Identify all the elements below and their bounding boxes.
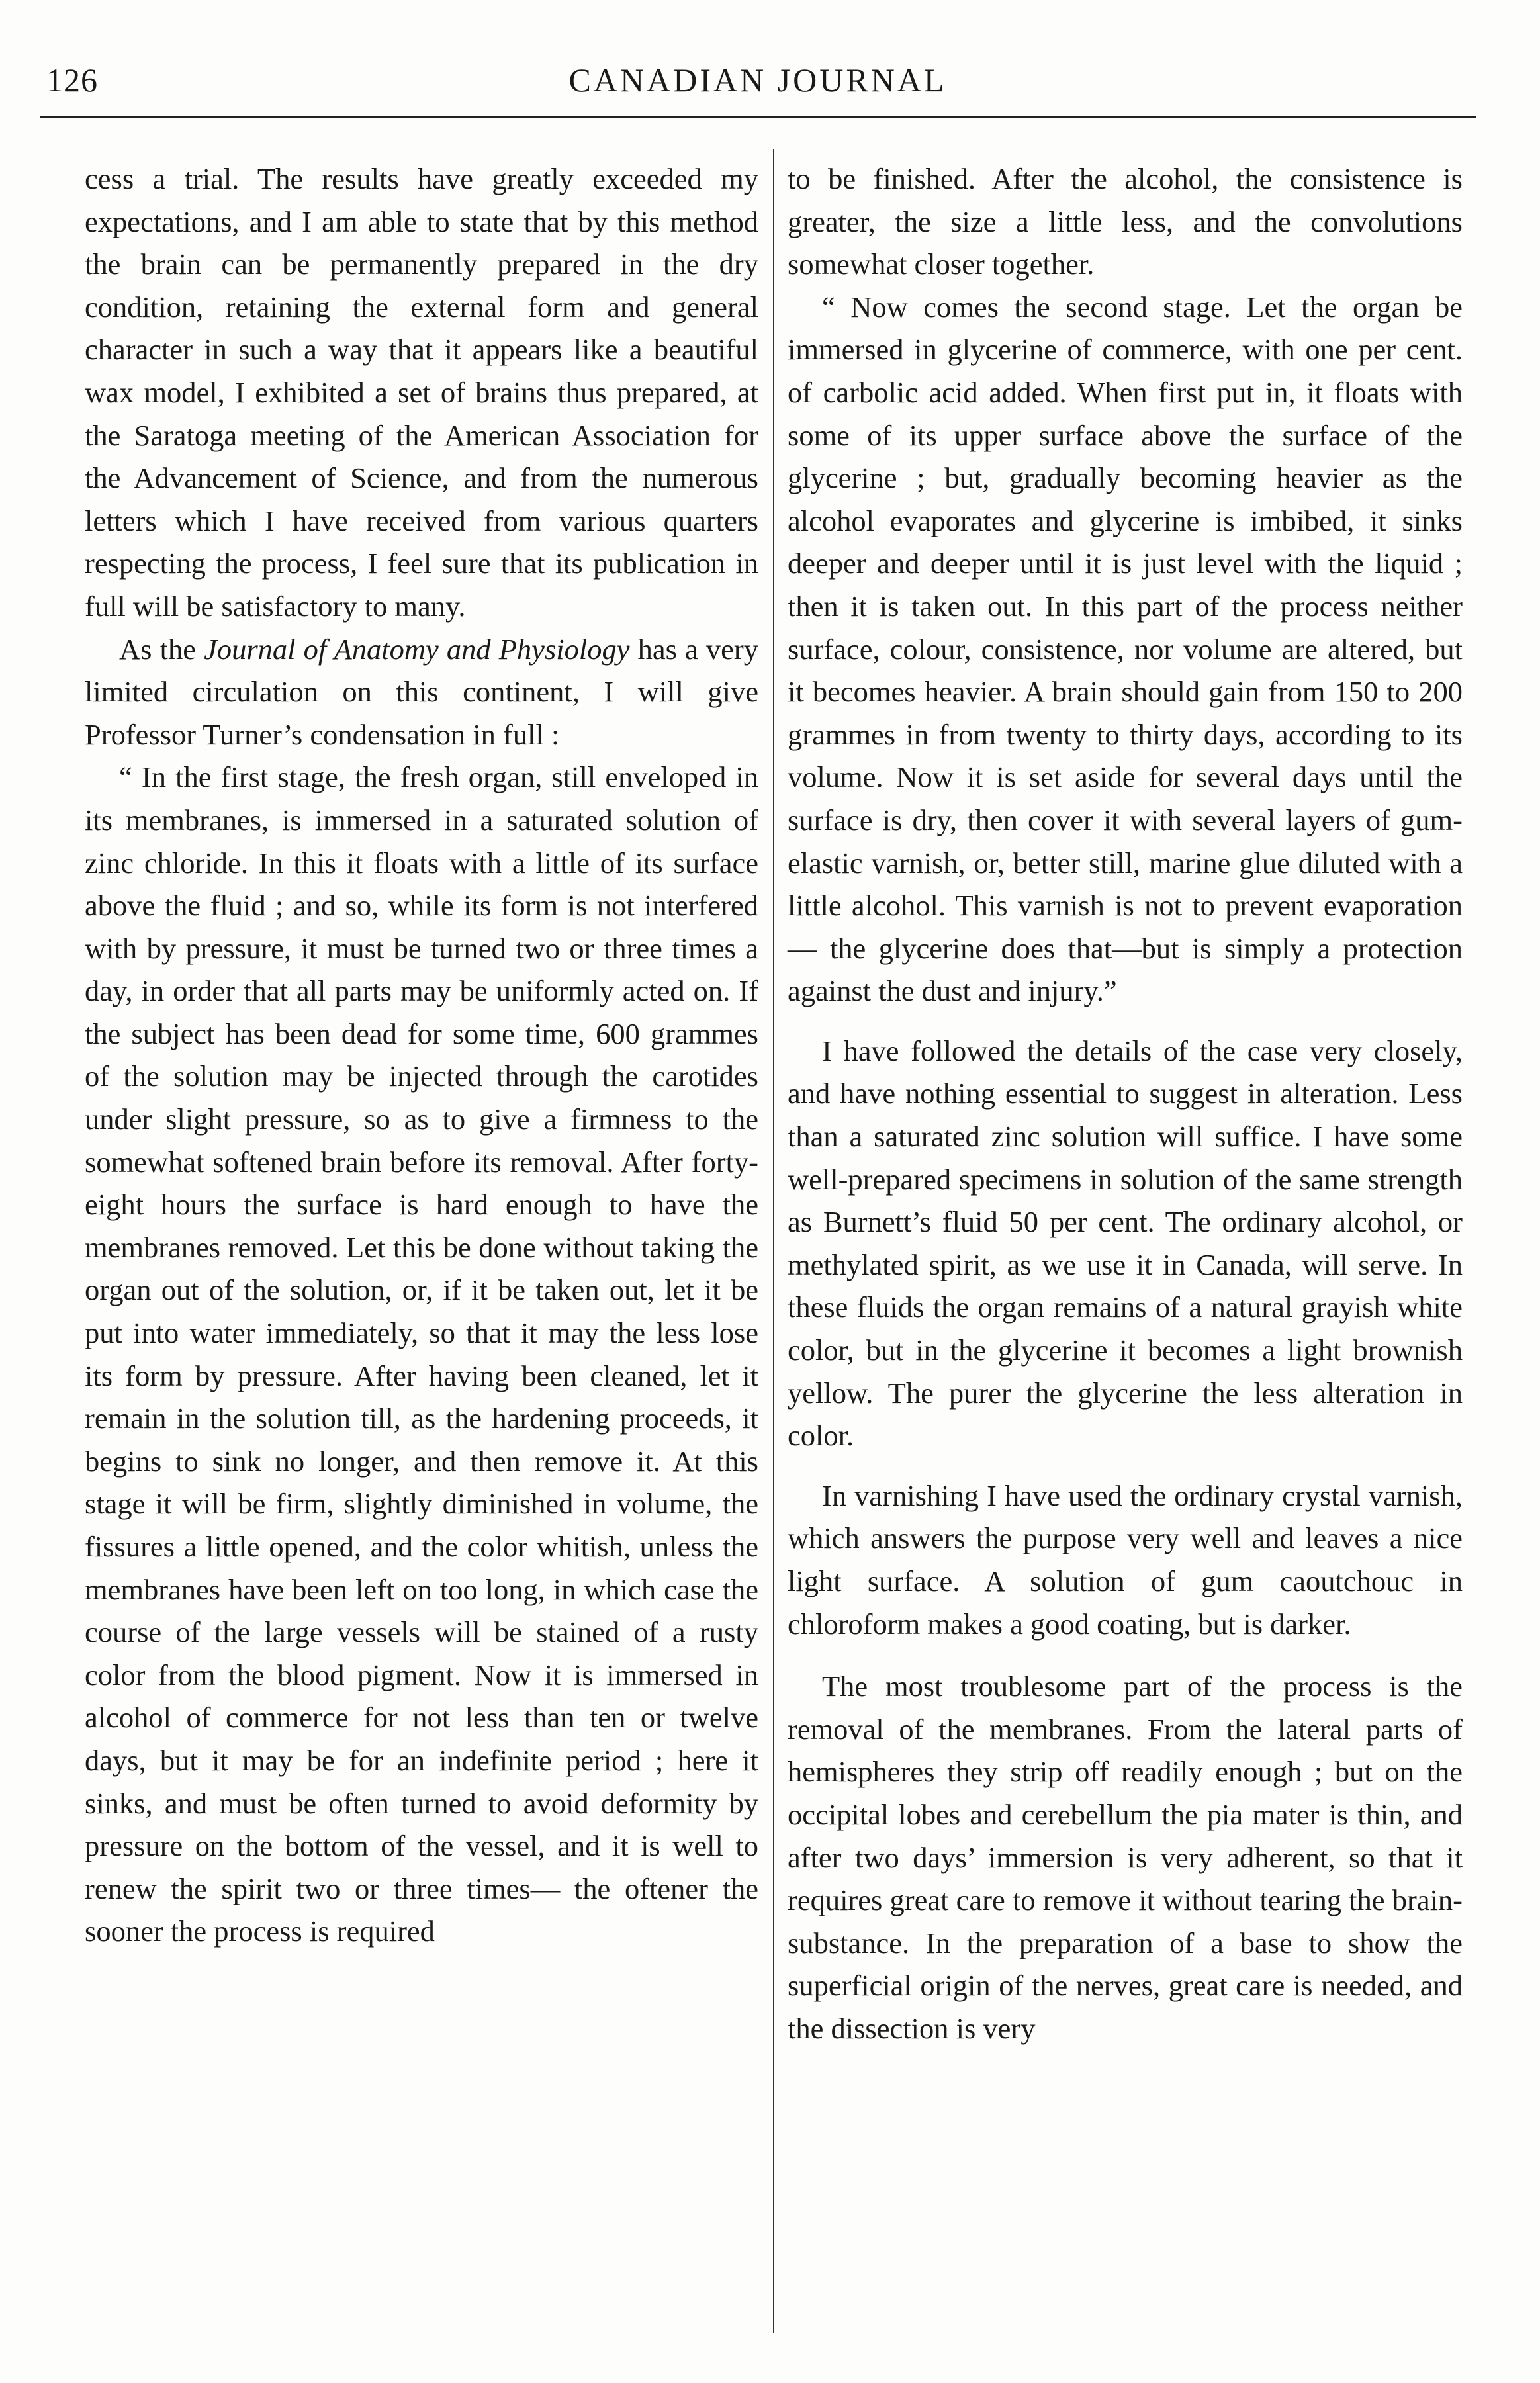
page-number: 126 (46, 62, 98, 99)
journal-title-italic: Journal of Anatomy and Physiology (204, 632, 630, 666)
right-column (788, 157, 1463, 2355)
running-title: CANADIAN JOURNAL (568, 62, 947, 99)
right-paragraph-3: I have followed the details of the case very closely, and have nothing essential to suggest in alteration. Less than a saturated zinc solution will suffice. I have some well-prepared specimens in solution of the same strength as Burnett’s fluid 50 per cent. The ordinary alcohol, or methylated spirit, as we use it in Canada, will serve. In these fluids the organ remains of a natural grayish white color, but in the glycerine it becomes a light brownish yellow. The purer the glycerine the less alteration in color. (788, 1034, 1463, 1453)
right-paragraph-1: to be finished. After the alcohol, the consistence is greater, the size a little less, and the convolutions somewhat closer together. (788, 162, 1463, 281)
right-paragraph-5: The most troublesome part of the process is the removal of the membranes. From the lateral parts of hemispheres they strip off readily enough ; but on the occipital lobes and cerebellum the pia mater is thin, and after two days’ immersion is very adherent, so that it requires great care to remove it without tearing the brain-substance. In the preparation of a base to show the superficial origin of the nerves, great care is needed, and the dissection is very (788, 1670, 1463, 2045)
page-header (46, 61, 1469, 107)
right-paragraph-4: In varnishing I have used the ordinary crystal varnish, which answers the purpose very well and leaves a nice light surface. A solution of gum caoutchouc in chloroform makes a good coating, but is darker. (788, 1478, 1463, 1641)
left-paragraph-1: cess a trial. The results have greatly exceeded my expectations, and I am able to state that by this method the brain can be permanently prepared in the dry condition, retaining the external form and general character in such a way that it appears like a beautiful wax model, I exhibited a set of brains thus prepared, at the Saratoga meeting of the American Association for the Advancement of Science, and from the numerous letters which I have received from various quarters respecting the process, I feel sure that its publication in full will be satisfactory to many. (85, 162, 758, 623)
column-divider (773, 149, 774, 2333)
left-paragraph-3: “ In the first stage, the fresh organ, still enveloped in its membranes, is immersed in a saturated solution of zinc chloride. In this it floats with a little of its surface above the fluid ; and so, while its form is not interfered with by pressure, it must be turned two or three times a day, in order that all parts may be uniformly acted on. If the subject has been dead for some time, 600 grammes of the solution may be injected through the carotides under slight pressure, so as to give a firmness to the somewhat softened brain before its removal. After forty-eight hours the surface is hard enough to have the membranes removed. Let this be done without taking the organ out of the solution, or, if it be taken out, let it be put into water immediately, so that it may the less lose its form by pressure. After having been cleaned, let it remain in the solution till, as the hardening proceeds, it begins to sink no longer, and then remove it. At this stage it will be firm, slightly diminished in volume, the fissures a little opened, and the color whitish, unless the membranes have been left on too long, in which case the course of the large vessels will be stained of a rusty color from the blood pigment. Now it is immersed in alcohol of commerce for not less than ten or twelve days, but it may be for an indefinite period ; here it sinks, and must be often turned to avoid deformity by pressure on the bottom of the vessel, and it is well to renew the spirit two or three times— the oftener the sooner the process is required (85, 760, 758, 1948)
header-rule (40, 116, 1476, 118)
right-paragraph-2: “ Now comes the second stage. Let the organ be immersed in glycerine of commerce, with one per cent. of carbolic acid added. When first put in, it floats with some of its upper surface above the surface of the glycerine ; but, gradually becoming heavier as the alcohol evaporates and glycerine is imbibed, it sinks deeper and deeper until it is just level with the liquid ; then it is taken out. In this part of the process neither surface, colour, consistence, nor volume are altered, but it becomes heavier. A brain should gain from 150 to 200 grammes in from twenty to thirty days, according to its volume. Now it is set aside for several days until the surface is dry, then cover it with several layers of gum-elastic varnish, or, better still, marine glue diluted with a little alcohol. This varnish is not to prevent evaporation— the glycerine does that—but is simply a protection against the dust and injury.” (788, 290, 1463, 1008)
left-column (85, 157, 758, 2355)
left-paragraph-2: As the Journal of Anatomy and Physiology has a very limited circulation on this continent, I will give Professor Turner’s condensation in full : (85, 632, 758, 751)
